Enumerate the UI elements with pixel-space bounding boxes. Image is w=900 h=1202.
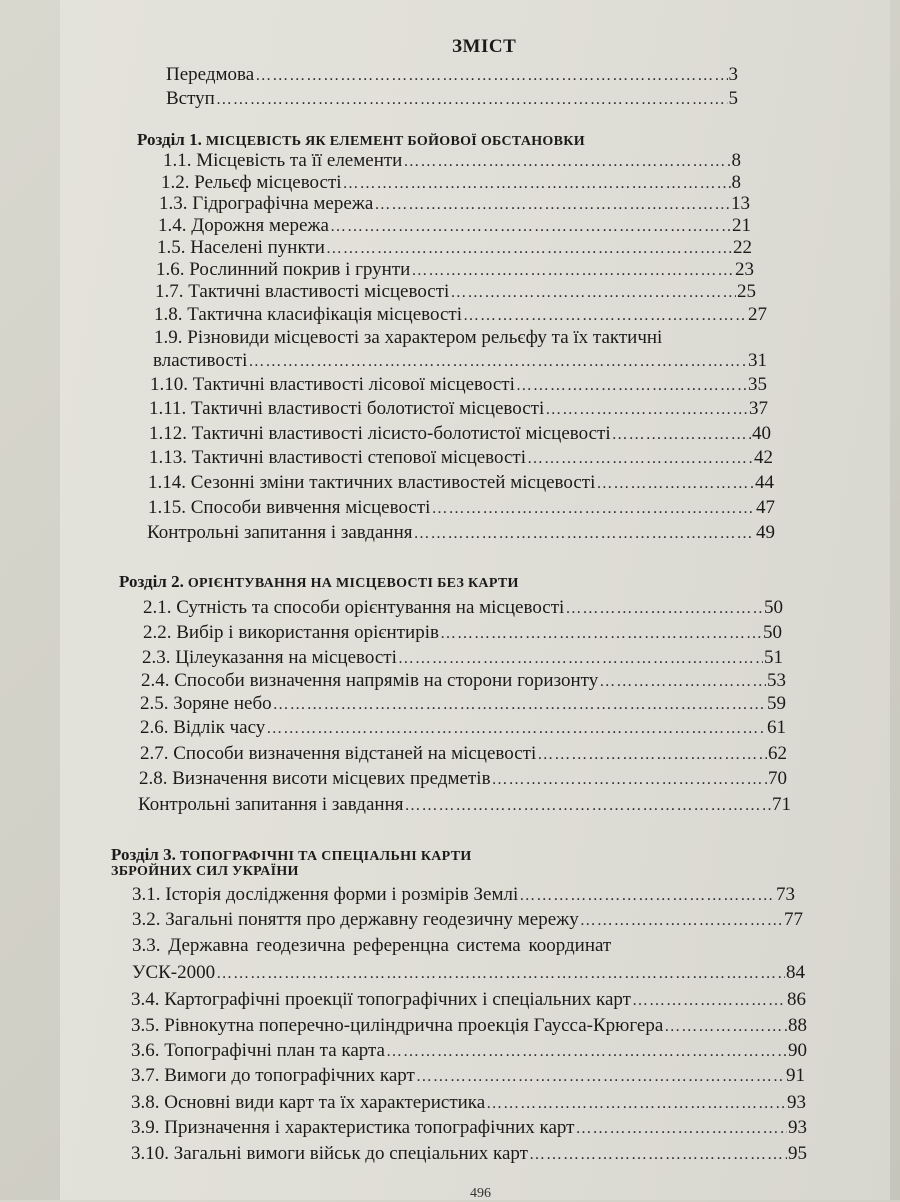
toc-entry-label-line1: 1.9. Різновиди місцевості за характером рельєфу та їх тактичні: [154, 327, 663, 348]
toc-entry-label: Контрольні запитання і завдання: [138, 794, 404, 815]
section-3-heading-line2: [111, 862, 299, 880]
toc-entry-label: 3.5. Рівнокутна поперечно-циліндрична проекція Гаусса-Крюгера: [131, 1015, 664, 1036]
toc-leader-dots: [431, 500, 755, 518]
toc-entry-label: 1.12. Тактичні властивості лісисто-болотистої місцевості: [149, 423, 611, 444]
section-1-heading: [137, 130, 585, 150]
toc-entry: [143, 597, 783, 619]
toc-entry-page: 25: [737, 281, 756, 302]
toc-leader-dots: [343, 175, 731, 193]
toc-entry-label: 2.6. Відлік часу: [140, 717, 266, 738]
toc-leader-dots: [545, 401, 748, 419]
toc-entry-page: 23: [735, 259, 754, 280]
toc-entry-page: 22: [733, 237, 752, 258]
toc-entry-page: 61: [767, 717, 786, 738]
toc-leader-dots: [632, 992, 786, 1010]
toc-entry-page: 86: [787, 989, 806, 1010]
toc-leader-dots: [386, 1043, 787, 1061]
toc-entry: [131, 1092, 806, 1114]
toc-entry: [131, 989, 806, 1011]
section-number: Розділ 2.: [119, 572, 184, 591]
toc-leader-dots: [330, 218, 731, 236]
toc-entry: [147, 522, 775, 544]
toc-entry-label: 1.15. Способи вивчення місцевості: [148, 497, 431, 518]
toc-entry: [159, 193, 750, 215]
toc-entry: [149, 447, 773, 469]
toc-leader-dots: [326, 240, 732, 258]
toc-entry: [155, 281, 756, 303]
toc-entry: [131, 1143, 807, 1165]
toc-leader-dots: [266, 720, 766, 738]
toc-entry-label: 2.7. Способи визначення відстаней на місцевості: [140, 743, 537, 764]
toc-entry: [150, 374, 767, 396]
toc-entry: [132, 884, 795, 906]
toc-entry-label: 3.9. Призначення і характеристика топографічних карт: [131, 1117, 575, 1138]
toc-entry-label: 3.2. Загальні поняття про державну геодезичну мережу: [132, 909, 579, 930]
toc-entry: [158, 215, 751, 237]
toc-leader-dots: [404, 797, 771, 815]
toc-entry: [149, 398, 768, 420]
toc-entry-label: 1.6. Рослинний покрив і грунти: [156, 259, 411, 280]
toc-entry-label: властивості: [153, 350, 248, 371]
toc-leader-dots: [516, 377, 747, 395]
toc-entry-page: 5: [728, 88, 738, 109]
toc-entry-label: 3.6. Топографічні план та карта: [131, 1040, 385, 1061]
toc-entry-label-line1: 3.3. Державна геодезична референцна система координат: [132, 935, 612, 956]
toc-leader-dots: [596, 475, 754, 493]
toc-leader-dots: [413, 525, 755, 543]
toc-leader-dots: [565, 600, 763, 618]
toc-entry-label: 3.4. Картографічні проекції топографічних і спеціальних карт: [131, 989, 631, 1010]
toc-entry-label: 1.14. Сезонні зміни тактичних властивостей місцевості: [148, 472, 596, 493]
toc-entry-label: 2.8. Визначення висоти місцевих предметів: [139, 768, 491, 789]
toc-leader-dots: [519, 887, 775, 905]
toc-entry-label: Вступ: [166, 88, 215, 109]
toc-entry-label: 3.8. Основні види карт та їх характеристика: [131, 1092, 486, 1113]
toc-entry-label: 2.3. Цілеуказання на місцевості: [142, 647, 397, 668]
toc-entry-label: 1.10. Тактичні властивості лісової місцевості: [150, 374, 515, 395]
toc-entry-page: 8: [731, 172, 741, 193]
toc-entry-page: 84: [786, 962, 805, 983]
toc-leader-dots: [374, 196, 730, 214]
toc-entry-page: 35: [748, 374, 767, 395]
toc-entry-page: 50: [764, 597, 783, 618]
toc-entry-page: 53: [767, 670, 786, 691]
toc-entry-page: 90: [788, 1040, 807, 1061]
toc-leader-dots: [664, 1018, 787, 1036]
toc-entry-page: 8: [731, 150, 741, 171]
toc-entry-page: 93: [787, 1092, 806, 1113]
toc-entry: [132, 962, 805, 984]
toc-entry-page: 71: [772, 794, 791, 815]
toc-entry-page: 42: [754, 447, 773, 468]
toc-entry: [132, 909, 803, 931]
toc-leader-dots: [580, 912, 783, 930]
toc-entry-label: 3.1. Історія дослідження форми і розмірів Землі: [132, 884, 519, 905]
toc-entry: [153, 350, 767, 372]
toc-entry: [131, 1015, 807, 1037]
toc-entry-page: 44: [755, 472, 774, 493]
toc-leader-dots: [599, 673, 766, 691]
toc-entry: [154, 304, 767, 326]
toc-entry: [140, 693, 786, 715]
toc-entry-page: 21: [732, 215, 751, 236]
section-2-heading: [119, 572, 519, 592]
toc-leader-dots: [248, 353, 747, 371]
toc-entry: [163, 150, 741, 172]
section-title: ТОПОГРАФІЧНІ ТА СПЕЦІАЛЬНІ КАРТИ: [179, 849, 472, 864]
toc-entry-page: 62: [768, 743, 787, 764]
toc-entry-page: 37: [749, 398, 768, 419]
toc-entry: [166, 64, 738, 86]
toc-leader-dots: [216, 965, 785, 983]
toc-entry-page: 73: [776, 884, 795, 905]
toc-entry-page: 13: [731, 193, 750, 214]
toc-entry-page: 91: [786, 1065, 805, 1086]
toc-leader-dots: [537, 746, 767, 764]
toc-entry-label: 1.4. Дорожня мережа: [158, 215, 329, 236]
toc-leader-dots: [463, 307, 747, 325]
section-title: ОРІЄНТУВАННЯ НА МІСЦЕВОСТІ БЕЗ КАРТИ: [187, 576, 519, 591]
toc-entry-label: 1.11. Тактичні властивості болотистої місцевості: [149, 398, 545, 419]
toc-leader-dots: [612, 426, 751, 444]
toc-entry-page: 40: [752, 423, 771, 444]
section-title-line2: ЗБРОЙНИХ СИЛ УКРАЇНИ: [111, 864, 299, 879]
toc-leader-dots: [403, 153, 730, 171]
toc-entry-page: 77: [784, 909, 803, 930]
toc-entry-page: 51: [764, 647, 783, 668]
toc-leader-dots: [416, 1068, 785, 1086]
section-number: Розділ 3.: [111, 845, 176, 864]
toc-entry-label: Передмова: [166, 64, 255, 85]
toc-leader-dots: [527, 450, 753, 468]
toc-entry-label: Контрольні запитання і завдання: [147, 522, 413, 543]
toc-entry: [142, 647, 783, 669]
toc-entry-label: УСК-2000: [132, 962, 216, 983]
toc-entry: [166, 88, 738, 110]
toc-entry-label: 1.5. Населені пункти: [157, 237, 325, 258]
section-title: МІСЦЕВІСТЬ ЯК ЕЛЕМЕНТ БОЙОВОЇ ОБСТАНОВКИ: [205, 134, 585, 149]
toc-entry-label: 2.2. Вибір і використання орієнтирів: [143, 622, 439, 643]
toc-entry-page: 50: [763, 622, 782, 643]
toc-entry: [148, 497, 775, 519]
toc-entry: [141, 670, 786, 692]
toc-leader-dots: [486, 1095, 786, 1113]
toc-entry: [148, 472, 774, 494]
toc-leader-dots: [398, 650, 763, 668]
toc-leader-dots: [492, 771, 767, 789]
toc-entry: [140, 743, 787, 765]
toc-leader-dots: [411, 262, 734, 280]
toc-entry-label: 2.5. Зоряне небо: [140, 693, 272, 714]
toc-leader-dots: [440, 625, 762, 643]
toc-entry: [131, 1117, 807, 1139]
toc-entry-page: 31: [748, 350, 767, 371]
toc-entry: [156, 259, 754, 281]
section-number: Розділ 1.: [137, 130, 202, 149]
toc-entry-label: 1.1. Місцевість та її елементи: [163, 150, 403, 171]
toc-leader-dots: [273, 696, 766, 714]
toc-entry-label: 2.1. Сутність та способи орієнтування на місцевості: [143, 597, 565, 618]
toc-entry-label: 1.13. Тактичні властивості степової місцевості: [149, 447, 527, 468]
toc-entry-label: 1.3. Гідрографічна мережа: [159, 193, 374, 214]
toc-entry: [149, 423, 771, 445]
toc-entry-label: 1.8. Тактична класифікація місцевості: [154, 304, 462, 325]
toc-entry: [131, 1065, 805, 1087]
toc-entry-label: 1.2. Рельєф місцевості: [161, 172, 342, 193]
toc-leader-dots: [216, 91, 728, 109]
toc-entry: [161, 172, 741, 194]
toc-entry: [157, 237, 752, 259]
toc-leader-dots: [450, 284, 736, 302]
toc-entry-label: 1.7. Тактичні властивості місцевості: [155, 281, 450, 302]
toc-leader-dots: [255, 67, 727, 85]
toc-entry-label: 3.7. Вимоги до топографічних карт: [131, 1065, 415, 1086]
toc-entry: [140, 717, 786, 739]
toc-entry-page: 59: [767, 693, 786, 714]
toc-entry-page: 70: [768, 768, 787, 789]
toc-entry-label: 3.10. Загальні вимоги військ до спеціальних карт: [131, 1143, 528, 1164]
toc-leader-dots: [575, 1120, 787, 1138]
toc-entry: [143, 622, 782, 644]
toc-entry: [131, 1040, 807, 1062]
toc-entry-label: 2.4. Способи визначення напрямів на сторони горизонту: [141, 670, 599, 691]
toc-entry-page: 27: [748, 304, 767, 325]
toc-entry-page: 49: [756, 522, 775, 543]
page-number: 496: [470, 1186, 491, 1201]
page-title: ЗМІСТ: [452, 36, 517, 57]
toc-entry-page: 95: [788, 1143, 807, 1164]
toc-entry-page: 47: [756, 497, 775, 518]
toc-entry-page: 88: [788, 1015, 807, 1036]
toc-entry: [138, 794, 791, 816]
toc-entry-page: 3: [728, 64, 738, 85]
toc-leader-dots: [529, 1146, 787, 1164]
toc-entry: [139, 768, 787, 790]
toc-entry-page: 93: [788, 1117, 807, 1138]
